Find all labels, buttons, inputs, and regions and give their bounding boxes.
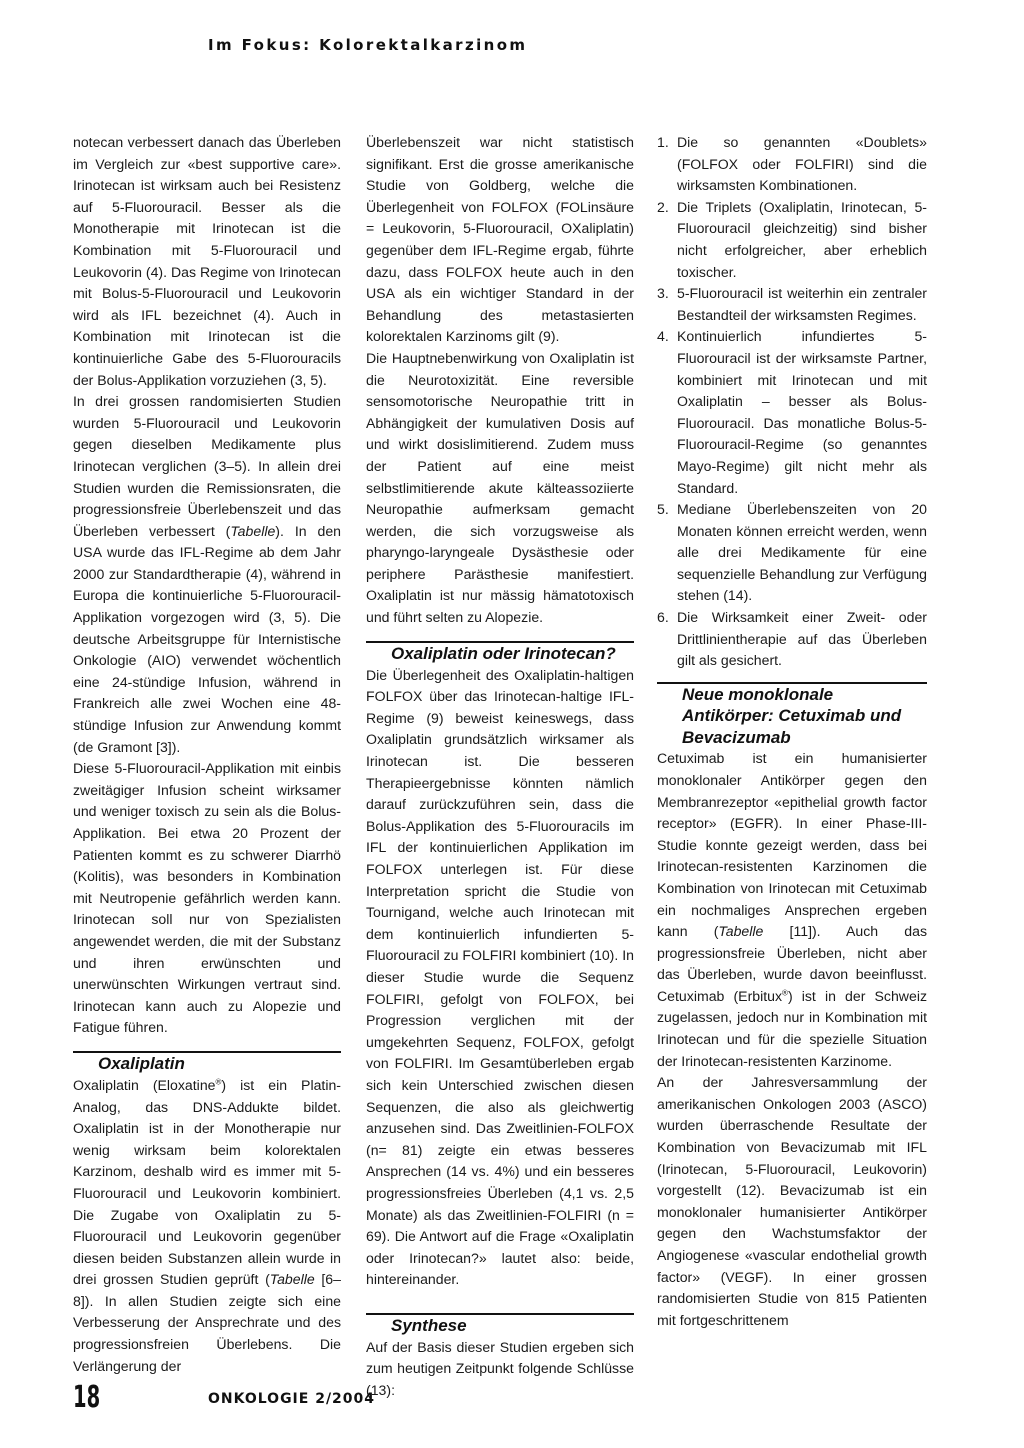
- section-oxaliplatin-oder-irinotecan: [366, 641, 634, 665]
- list-item: 2. Die Triplets (Oxaliplatin, Irinotecan, 5-Fluorouracil gleichzeitig) sind bisher nicht erfolgreicher, aber erheblich toxischer.: [657, 198, 927, 280]
- conclusions-list: [657, 132, 927, 672]
- paragraph: Cetuximab ist ein humanisierter monoklonaler Antikörper gegen den Membranrezeptor «epithelial growth factor receptor» (EGFR). In einer Phase-III-Studie konnte gezeigt werden, dass bei Irinotecan-resistenten Karzinomen die Kombination von Irinotecan mit Cetuximab ein nochmaliges Ansprechen ergeben kann (Tabelle [11]). Auch das progressionsfreie Überleben, nicht aber das Überleben, wurde davon beeinflusst. Cetuximab (Erbitux®) ist in der Schweiz zugelassen, jedoch nur in Kombination mit Irinotecan und für die spezielle Situation der Irinotecan-resistenten Karzinome.: [657, 750, 927, 1069]
- column-3: [657, 132, 927, 1331]
- paragraph: Die Hauptnebenwirkung von Oxaliplatin ist die Neurotoxizität. Eine reversible sensomotorische Neuropathie tritt in Abhängigkeit der kumulativen Dosis auf und wirkt dosislimitierend. Zudem muss der Patient auf eine meist selbstlimitierende akute kälteassoziierte Neuropathie aufmerksam gemacht werden, die sich vorzugsweise als pharyngo-laryngeale Dysästhesie oder periphere Parästhesie manifestiert. Oxaliplatin ist nur mässig hämatotoxisch und führt selten zu Alopezie.: [366, 349, 634, 626]
- section-synthese: [366, 1313, 634, 1337]
- column-2: [366, 132, 634, 1402]
- journal-footer: ONKOLOGIE 2/2004: [208, 1391, 376, 1407]
- list-item: 3. 5-Fluorouracil ist weiterhin ein zentraler Bestandteil der wirksamsten Regimes.: [657, 285, 927, 323]
- paragraph: Diese 5-Fluorouracil-Applikation mit einbis zweitägiger Infusion scheint wirksamer und weniger toxisch zu sein als die Bolus-Applikation. Bei etwa 20 Prozent der Patienten kommt es zu schwerer Diarrhö (Kolitis), was besonders in Kombination mit Neutropenie gefährlich werden kann. Irinotecan soll nur von Spezialisten angewendet werden, die mit der Substanz und ihren erwünschten und unerwünschten Wirkungen vertraut sind. Irinotecan kann auch zu Alopezie und Fatigue führen.: [73, 760, 341, 1036]
- running-header: Im Fokus: Kolorektalkarzinom: [208, 36, 528, 54]
- paragraph: Überlebenszeit war nicht statistisch signifikant. Erst die grosse amerikanische Studie von Goldberg, welche die Überlegenheit von FOLFOX (FOLinsäure = Leukovorin, 5-Fluorouracil, OXaliplatin) gegenüber dem IFL-Regime ergab, führte dazu, dass FOLFOX heute auch in den USA als ein wichtiger Standard in der Behandlung des metastasierten kolorektalen Karzinoms gilt (9).: [366, 134, 634, 345]
- paragraph: Oxaliplatin (Eloxatine®) ist ein Platin-Analog, das DNS-Addukte bildet. Oxaliplatin ist in der Monotherapie nur wenig wirksam beim kolorektalen Karzinom, deshalb wird es immer mit 5-Fluorouracil und Leukovorin kombiniert. Die Zugabe von Oxaliplatin zu 5-Fluorouracil und Leukovorin gegenüber diesen beiden Substanzen allein wurde in drei grossen Studien geprüft (Tabelle [6–8]). In allen Studien zeigte sich eine Verbesserung der Ansprechrate und des progressionsfreien Überlebens. Die Verlängerung der: [73, 1076, 342, 1374]
- paragraph: In drei grossen randomisierten Studien wurden 5-Fluorouracil und Leukovorin gegen dieselben Medikamente plus Irinotecan verglichen (3–5). In allein drei Studien wurden die Remissionsraten, die progressionsfreie Überlebenszeit und das Überleben verbessert (Tabelle). In den USA wurde das IFL-Regime ab dem Jahr 2000 zur Standardtherapie (4), während in Europa die kontinuierliche 5-Fluorouracil-Applikation vorgezogen wird (3, 5). Die deutsche Arbeitsgruppe für Internistische Onkologie (AIO) verwendet wöchentlich eine 24-stündige Infusion, während in Frankreich alle zwei Wochen eine 48-stündige Infusion zur Anwendung kommt (de Gramont [3]).: [73, 393, 341, 755]
- column-1: [73, 132, 341, 1377]
- list-item: 6. Die Wirksamkeit einer Zweit- oder Drittlinientherapie auf das Überleben gilt als gesichert.: [657, 609, 927, 669]
- section-monoclonal-antibodies: [657, 682, 927, 749]
- section-heading: Neue monoklonale Antikörper: Cetuximab und Bevacizumab: [682, 684, 902, 747]
- paragraph: Auf der Basis dieser Studien ergeben sich zum heutigen Zeitpunkt folgende Schlüsse (13):: [366, 1338, 634, 1399]
- section-oxaliplatin: [73, 1051, 341, 1075]
- page-number: 18: [73, 1380, 101, 1415]
- paragraph: An der Jahresversammlung der amerikanischen Onkologen 2003 (ASCO) wurden überraschende Resultate der Kombination von Bevacizumab mit IFL (Irinotecan, 5-Fluorouracil, Leukovorin) vorgestellt (12). Bevacizumab ist ein monoklonaler humanisierter Antikörper gegen den Wachstumsfaktor der Angiogenese «vascular endothelial growth factor» (VEGF). In einer grossen randomisierten Studie von 815 Patienten mit fortgeschrittenem: [657, 1074, 927, 1328]
- section-heading: Synthese: [391, 1315, 467, 1335]
- paragraph: notecan verbessert danach das Überleben im Vergleich zur «best supportive care». Irinotecan ist wirksam auch bei Resistenz auf 5-Fluorouracil. Besser als die Monotherapie mit Irinotecan ist die Kombination mit 5-Fluorouracil und Leukovorin (4). Das Regime von Irinotecan mit Bolus-5-Fluorouracil und Leukovorin wird als IFL bezeichnet (4). Auch in Kombination mit Irinotecan ist die kontinuierliche Gabe des 5-Fluorouracils der Bolus-Applikation vorzuziehen (3, 5).: [73, 134, 341, 388]
- list-item: 4. Kontinuierlich infundiertes 5-Fluorouracil ist der wirksamste Partner, kombiniert mit Irinotecan und mit Oxaliplatin – besser als Bolus-Fluorouracil. Das monatliche Bolus-5-Fluorouracil-Regime (so genanntes Mayo-Regime) gilt nicht mehr als Standard.: [657, 328, 927, 496]
- paragraph: Die Überlegenheit des Oxaliplatin-haltigen FOLFOX über das Irinotecan-haltige IFL-Regime (9) beweist keineswegs, dass Oxaliplatin grundsätzlich wirksamer als Irinotecan ist. Die besseren Therapieergebnisse könnten nämlich darauf zurückzuführen sein, dass die Bolus-Applikation des 5-Fluorouracils im IFL der kontinuierlichen Applikation im FOLFOX unterlegen ist. Für diese Interpretation spricht die Studie von Tournigand, welche auch Irinotecan mit dem kontinuierlich infundierten 5-Fluorouracil zu FOLFIRI kombiniert (10). In dieser Studie wurde die Sequenz FOLFIRI, gefolgt von FOLFOX, bei Progression verglichen mit der umgekehrten Sequenz, FOLFOX, gefolgt von FOLFIRI. Im Gesamtüberleben ergab sich kein Unterschied zwischen diesen Sequenzen, die also als gleichwertig anzusehen sind. Das Zweitlinien-FOLFOX (n= 81) zeigte ein etwas besseres Ansprechen (14 vs. 4%) und ein besseres progressionsfreies Überleben (4,1 vs. 2,5 Monate) als das Zweitlinien-FOLFIRI (n = 69). Die Antwort auf die Frage «Oxaliplatin oder Irinotecan?» lautet also: beide, hintereinander.: [366, 666, 634, 1288]
- list-item: 1. Die so genannten «Doublets» (FOLFOX oder FOLFIRI) sind die wirksamsten Kombinationen.: [657, 134, 927, 194]
- section-heading: Oxaliplatin oder Irinotecan?: [391, 643, 616, 663]
- list-item: 5. Mediane Überlebenszeiten von 20 Monaten können erreicht werden, wenn alle drei Medikamente für eine sequenzielle Behandlung zur Verfügung stehen (14).: [657, 501, 927, 604]
- section-heading: Oxaliplatin: [98, 1053, 185, 1073]
